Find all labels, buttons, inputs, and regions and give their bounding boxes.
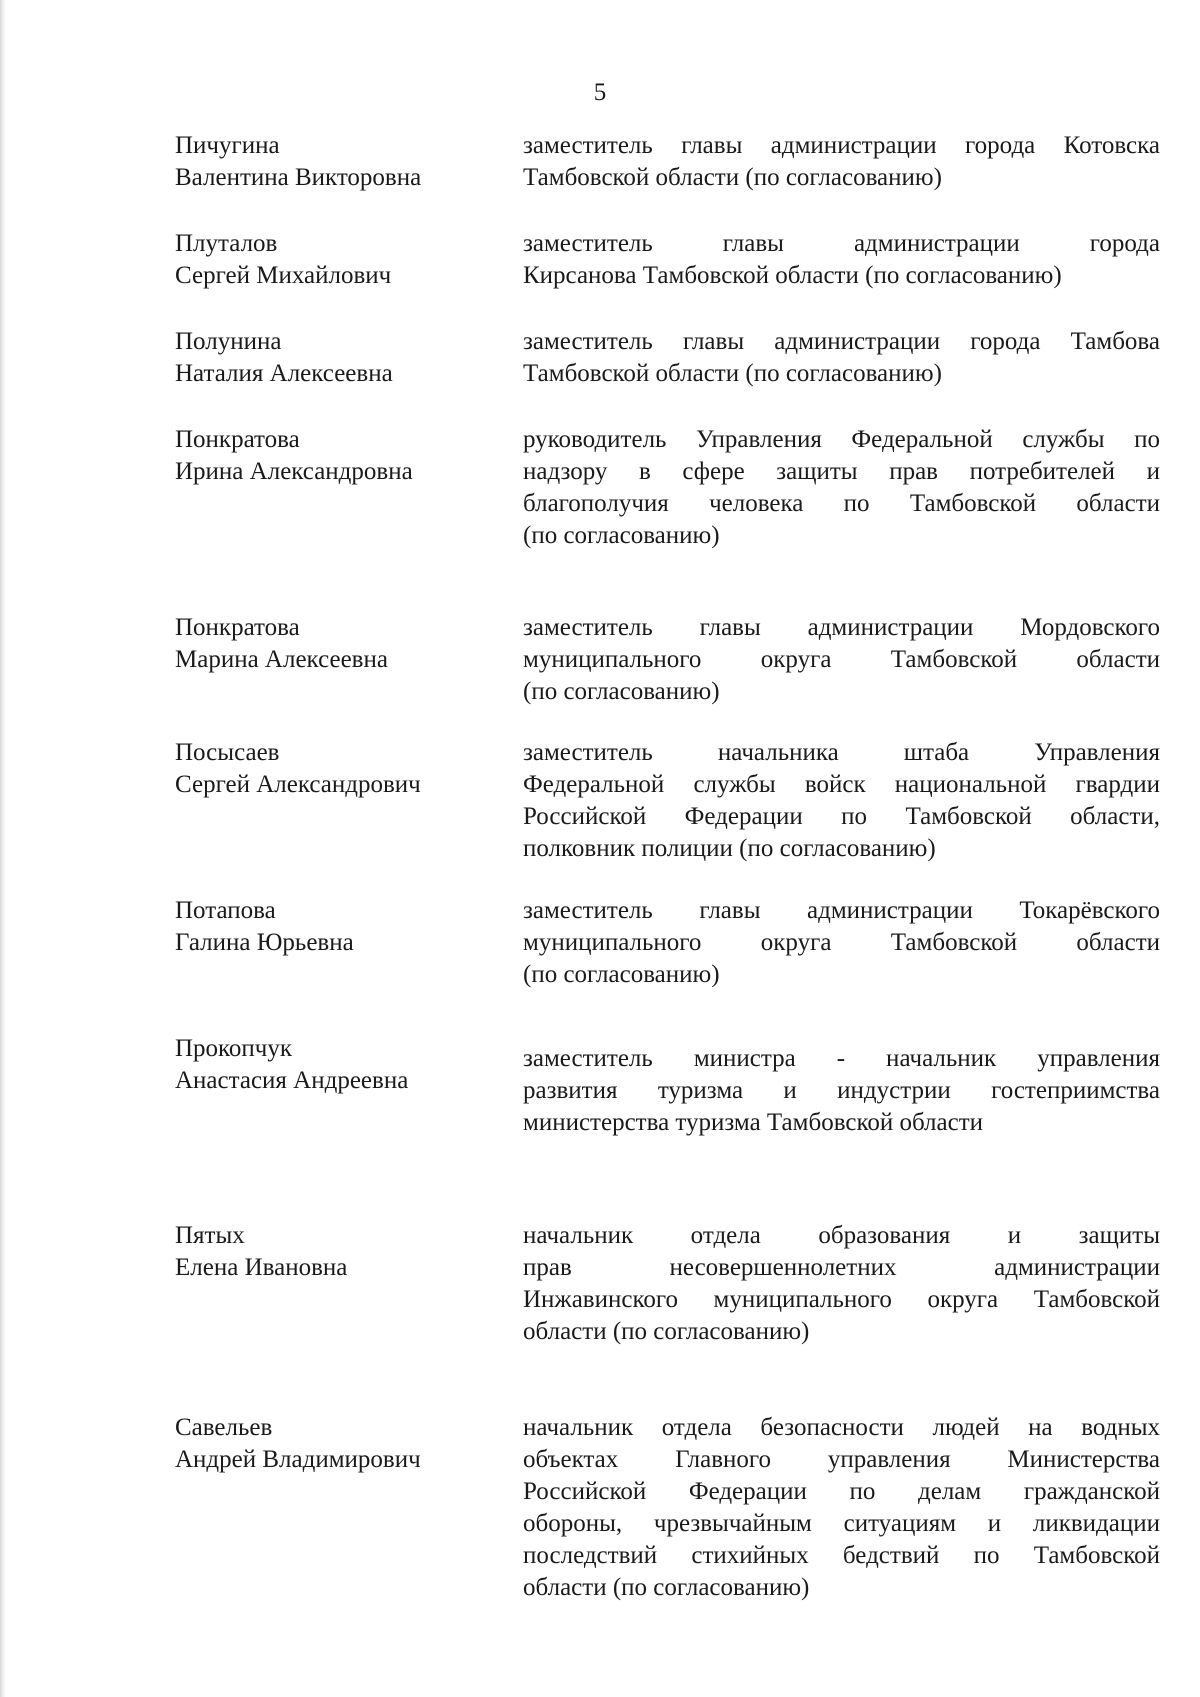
position-line: начальник отдела безопасности людей на водных [523,1414,1160,1441]
position-line: Российской Федерации по Тамбовской области, [523,803,1160,830]
person-surname: Понкратова [175,426,300,453]
person-given-names: Анастасия Андреевна [175,1067,409,1094]
person-given-names: Ирина Александровна [175,458,413,485]
person-surname: Потапова [175,897,276,924]
person-position [523,326,1160,390]
person-position [523,1220,1160,1348]
person-name [175,1033,505,1097]
position-line: надзору в сфере защиты прав потребителей и [523,458,1160,485]
person-surname: Прокопчук [175,1035,293,1062]
position-line: заместитель главы администрации города Тамбова [523,328,1160,355]
position-line: Российской Федерации по делам гражданской [523,1478,1160,1505]
person-position [523,424,1160,552]
person-given-names: Елена Ивановна [175,1254,348,1281]
position-line: заместитель главы администрации города [523,230,1160,257]
position-line: заместитель главы администрации Токарёвского [523,897,1160,924]
position-line: (по согласованию) [523,961,720,988]
position-line: муниципального округа Тамбовской области [523,646,1160,673]
person-name [175,612,505,676]
person-given-names: Андрей Владимирович [175,1446,421,1473]
person-name [175,1220,505,1284]
position-line: заместитель главы администрации Мордовского [523,614,1160,641]
person-position [523,895,1160,991]
person-name [175,895,505,959]
person-name [175,1412,505,1476]
position-line: Тамбовской области (по согласованию) [523,164,942,191]
person-surname: Понкратова [175,614,300,641]
position-line: руководитель Управления Федеральной службы по [523,426,1160,453]
person-position [523,1043,1160,1139]
person-surname: Пичугина [175,132,280,159]
position-line: Кирсанова Тамбовской области (по согласованию) [523,262,1062,289]
position-line: последствий стихийных бедствий по Тамбовской [523,1542,1160,1569]
person-given-names: Марина Алексеевна [175,646,388,673]
position-line: (по согласованию) [523,678,720,705]
position-line: области (по согласованию) [523,1574,810,1601]
person-surname: Савельев [175,1414,273,1441]
person-name [175,228,505,292]
person-surname: Плуталов [175,230,278,257]
person-given-names: Галина Юрьевна [175,929,354,956]
position-line: обороны, чрезвычайным ситуациям и ликвидации [523,1510,1160,1537]
position-line: муниципального округа Тамбовской области [523,929,1160,956]
person-position [523,228,1160,292]
position-line: министерства туризма Тамбовской области [523,1109,984,1136]
position-line: начальник отдела образования и защиты [523,1222,1160,1249]
position-line: (по согласованию) [523,522,720,549]
position-line: Тамбовской области (по согласованию) [523,360,942,387]
person-name [175,130,505,194]
position-line: Инжавинского муниципального округа Тамбовской [523,1286,1160,1313]
person-given-names: Валентина Викторовна [175,164,422,191]
person-name [175,424,505,488]
person-given-names: Наталия Алексеевна [175,360,393,387]
position-line: благополучия человека по Тамбовской области [523,490,1160,517]
person-given-names: Сергей Михайлович [175,262,392,289]
position-line: объектах Главного управления Министерства [523,1446,1160,1473]
person-surname: Посысаев [175,739,280,766]
position-line: Федеральной службы войск национальной гвардии [523,771,1160,798]
person-name [175,737,505,801]
person-position [523,130,1160,194]
position-line: заместитель министра - начальник управления [523,1045,1160,1072]
position-line: развития туризма и индустрии гостеприимства [523,1077,1160,1104]
position-line: заместитель начальника штаба Управления [523,739,1160,766]
position-line: полковник полиции (по согласованию) [523,835,936,862]
person-position [523,737,1160,865]
person-position [523,1412,1160,1604]
person-surname: Пятых [175,1222,245,1249]
person-name [175,326,505,390]
position-line: прав несовершеннолетних администрации [523,1254,1160,1281]
position-line: области (по согласованию) [523,1318,810,1345]
page-number: 5 [593,79,607,106]
position-line: заместитель главы администрации города Котовска [523,132,1160,159]
person-given-names: Сергей Александрович [175,771,421,798]
person-surname: Полунина [175,328,282,355]
scan-edge-shadow [0,0,6,1697]
person-position [523,612,1160,708]
